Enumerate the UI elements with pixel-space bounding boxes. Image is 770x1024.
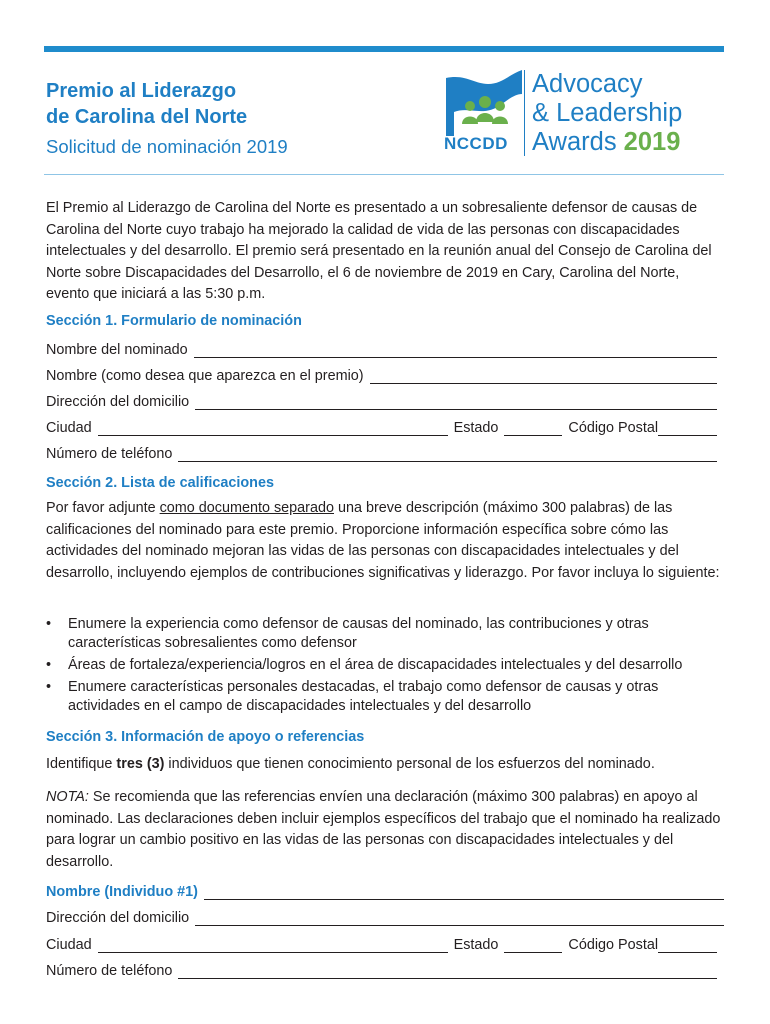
s2-text-rest: una breve descripción (máximo 300 palabras) de las calificaciones del nominado para este premio. Proporcione información específica sobre cómo las actividades del nominado mejoran las vidas de las personas con discapacidades intelectuales y del desarrollo, incluyendo ejemplos de contribuciones significativas y liderazgo. Por favor incluya lo siguiente:	[46, 500, 720, 581]
logo-year: 2019	[623, 128, 681, 156]
s2-text-start: Por favor adjunte	[46, 500, 160, 516]
logo-divider	[524, 70, 525, 156]
reference-phone-line[interactable]	[178, 964, 717, 979]
logo-line-3: Awards	[532, 128, 617, 156]
page-title	[46, 78, 247, 130]
top-rule	[44, 46, 724, 52]
section-3-paragraph	[46, 754, 722, 776]
reference-city-label: Ciudad	[46, 937, 92, 953]
reference-city-state-zip-row	[46, 933, 717, 953]
title-line-1: Premio al Liderazgo	[46, 80, 237, 102]
nominee-name-line[interactable]	[194, 343, 717, 358]
state-line[interactable]	[504, 421, 562, 436]
phone-field[interactable]	[46, 442, 717, 462]
address-line[interactable]	[195, 395, 717, 410]
note-paragraph	[46, 787, 722, 873]
reference-zip-label: Código Postal	[568, 937, 659, 953]
reference-phone-label: Número de teléfono	[46, 963, 173, 979]
section-2-paragraph	[46, 498, 722, 584]
city-state-zip-row	[46, 416, 717, 436]
s3-text-bold: tres (3)	[116, 756, 165, 772]
title-line-2: de Carolina del Norte	[46, 106, 248, 128]
reference-name-field[interactable]	[46, 880, 724, 900]
city-label: Ciudad	[46, 420, 92, 436]
reference-address-field[interactable]	[46, 906, 724, 926]
reference-address-label: Dirección del domicilio	[46, 910, 190, 926]
nominee-name-label: Nombre del nominado	[46, 342, 188, 358]
phone-line[interactable]	[178, 447, 717, 462]
logo-line-2: & Leadership	[532, 99, 683, 127]
s3-text-start: Identifique	[46, 756, 117, 772]
reference-address-line[interactable]	[195, 911, 724, 926]
reference-name-label: Nombre (Individuo #1)	[46, 884, 198, 900]
s2-text-underlined: como documento separado	[159, 500, 334, 516]
logo-org: NCCDD	[444, 134, 508, 153]
zip-label: Código Postal	[568, 420, 659, 436]
header-divider	[44, 174, 724, 175]
address-field[interactable]	[46, 390, 717, 410]
bullet-text: Áreas de fortaleza/experiencia/logros en el área de discapacidades intelectuales y del desarrollo	[68, 657, 683, 673]
address-label: Dirección del domicilio	[46, 394, 190, 410]
bullet-text: Enumere la experiencia como defensor de causas del nominado, las contribuciones y otras características sobresalientes como defensor	[68, 616, 649, 651]
state-label: Estado	[453, 420, 499, 436]
reference-name-line[interactable]	[204, 885, 724, 900]
reference-phone-field[interactable]	[46, 959, 717, 979]
reference-state-line[interactable]	[504, 938, 562, 953]
intro-paragraph: El Premio al Liderazgo de Carolina del Norte es presentado a un sobresaliente defensor de causas de Carolina del Norte cuyo trabajo ha mejorado la calidad de vida de las personas con discapacidades intelectuales y del desarrollo. El premio será presentado en la reunión anual del Consejo de Carolina del Norte sobre Discapacidades del Desarrollo, el 6 de noviembre de 2019 en Cary, Carolina del Norte, evento que iniciará a las 5:30 p.m.	[46, 200, 712, 302]
bullet-item	[46, 615, 726, 653]
bullet-item	[46, 656, 726, 675]
logo-wordmark	[532, 70, 682, 157]
note-text: Se recomienda que las referencias envíen una declaración (máximo 300 palabras) en apoyo al nominado. Las declaraciones deben incluir ejemplos específicos del trabajo que el nominado ha realizado para lograr un cambio positivo en las vidas de las personas con discapacidades intelectuales y del desarrollo.	[46, 789, 721, 870]
city-line[interactable]	[98, 421, 448, 436]
bullet-item	[46, 678, 726, 716]
phone-label: Número de teléfono	[46, 446, 173, 462]
bullet-dot: •	[46, 679, 52, 695]
display-name-field[interactable]	[46, 364, 717, 384]
reference-city-line[interactable]	[98, 938, 448, 953]
s3-text-rest: individuos que tienen conocimiento personal de los esfuerzos del nominado.	[164, 756, 655, 772]
reference-state-label: Estado	[453, 937, 499, 953]
section-3-heading: Sección 3. Información de apoyo o referencias	[46, 729, 365, 745]
section-2-heading: Sección 2. Lista de calificaciones	[46, 475, 274, 491]
section-1-heading: Sección 1. Formulario de nominación	[46, 313, 302, 329]
bullet-dot: •	[46, 657, 52, 673]
display-name-label: Nombre (como desea que aparezca en el premio)	[46, 368, 364, 384]
page-subtitle: Solicitud de nominación 2019	[46, 136, 288, 157]
display-name-line[interactable]	[370, 369, 717, 384]
note-label: NOTA:	[46, 789, 89, 805]
reference-zip-line[interactable]	[658, 938, 717, 953]
nominee-name-field[interactable]	[46, 338, 717, 358]
logo-line-1: Advocacy	[532, 70, 643, 98]
bullet-dot: •	[46, 616, 52, 632]
bullet-text: Enumere características personales destacadas, el trabajo como defensor de causas y otras actividades en el campo de discapacidades intelectuales y del desarrollo	[68, 679, 659, 714]
zip-line[interactable]	[658, 421, 717, 436]
